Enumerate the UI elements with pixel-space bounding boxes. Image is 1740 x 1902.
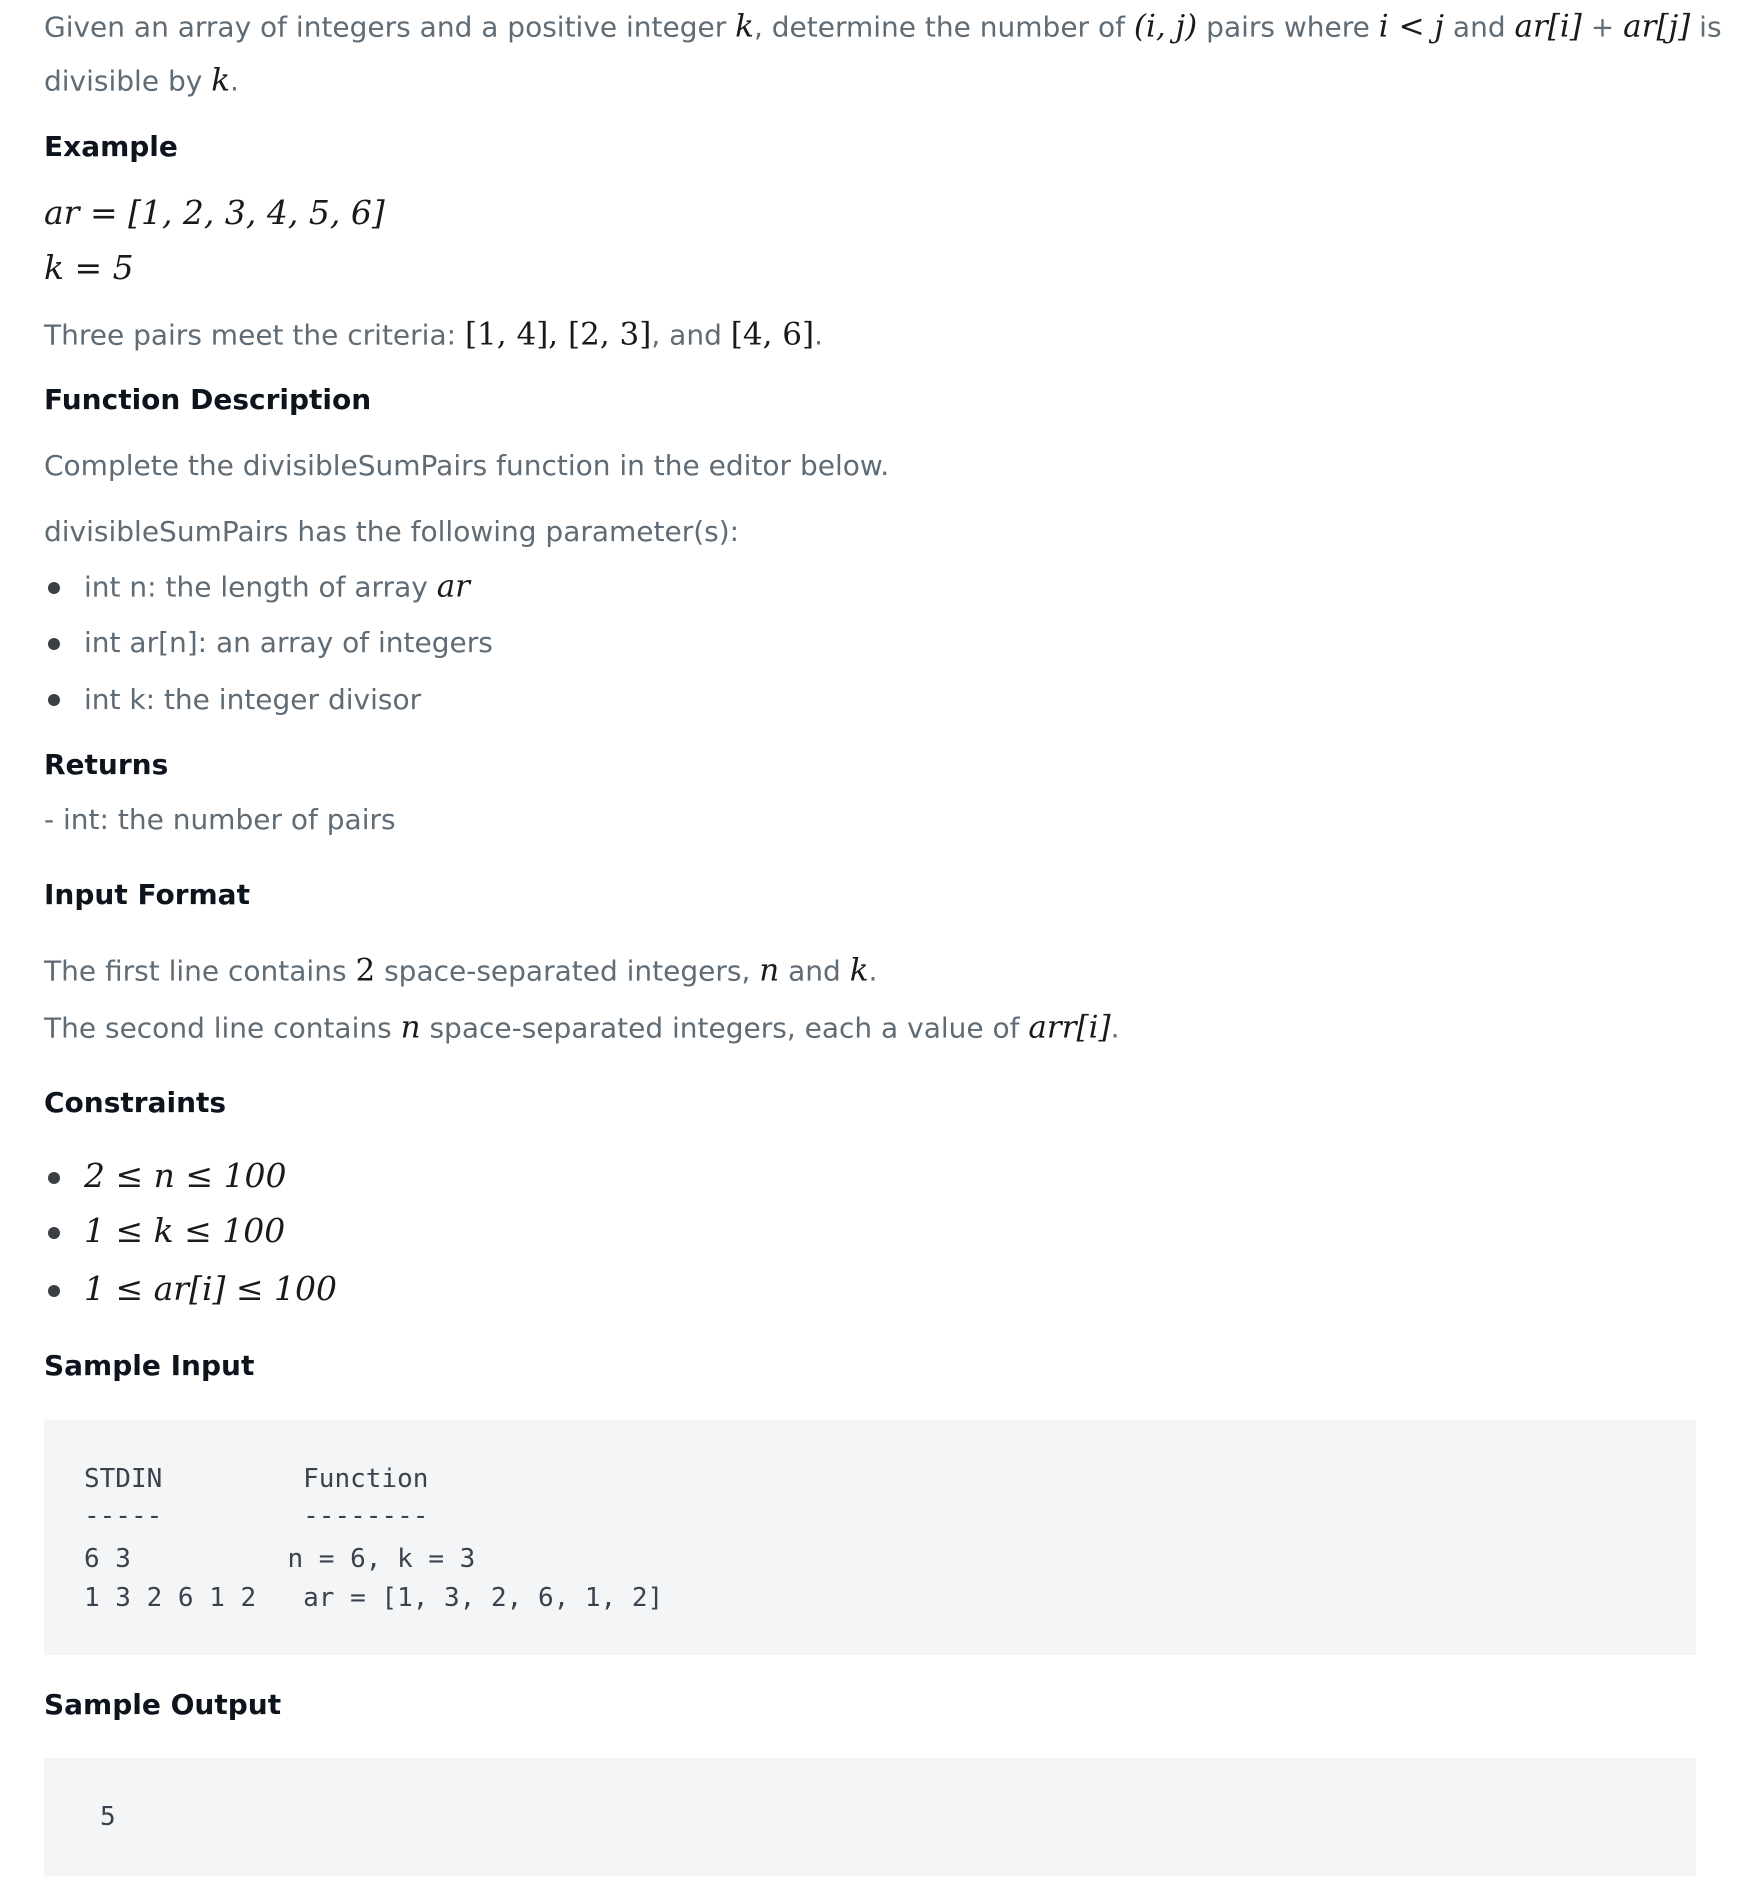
math: (i, j) bbox=[1133, 8, 1198, 45]
constraints-heading: Constraints bbox=[44, 1086, 227, 1119]
text: is bbox=[1690, 10, 1722, 44]
input-format-line-2 bbox=[44, 1008, 1120, 1049]
returns-heading: Returns bbox=[44, 748, 169, 781]
function-description-line: Complete the divisibleSumPairs function in the editor below. bbox=[44, 449, 890, 482]
text: . bbox=[868, 954, 878, 988]
input-format-heading: Input Format bbox=[44, 878, 250, 911]
text: pairs where bbox=[1197, 10, 1379, 44]
constraint-item: 2 ≤ n ≤ 100 bbox=[84, 1156, 287, 1195]
intro-line-2 bbox=[44, 61, 239, 102]
text: Three pairs meet the criteria: bbox=[44, 318, 465, 352]
math: n bbox=[759, 952, 780, 989]
text: + bbox=[1581, 10, 1624, 44]
code-line: 6 3 n = 6, k = 3 bbox=[84, 1544, 476, 1574]
input-format-line-1 bbox=[44, 951, 877, 992]
intro-line-1 bbox=[44, 7, 1722, 48]
code-line: 1 3 2 6 1 2 ar = [1, 3, 2, 6, 1, 2] bbox=[84, 1583, 664, 1613]
sample-output-code-block bbox=[44, 1758, 1696, 1876]
sample-input-heading: Sample Input bbox=[44, 1349, 255, 1382]
math: i < j bbox=[1378, 8, 1445, 45]
text: space-separated integers, bbox=[375, 954, 760, 988]
param-item: int ar[n]: an array of integers bbox=[84, 626, 493, 659]
example-heading: Example bbox=[44, 130, 178, 163]
math: arr[i] bbox=[1028, 1009, 1111, 1046]
bullet-icon bbox=[48, 694, 60, 706]
math: n bbox=[400, 1009, 421, 1046]
example-ar: ar = [1, 2, 3, 4, 5, 6] bbox=[44, 193, 385, 232]
example-pairs bbox=[44, 315, 823, 356]
text: and bbox=[779, 954, 850, 988]
text: The second line contains bbox=[44, 1011, 401, 1045]
math: [1, 4] bbox=[464, 316, 549, 353]
math: [2, 3] bbox=[568, 316, 652, 353]
text: , and bbox=[651, 318, 731, 352]
text: Given an array of integers and a positive integer bbox=[44, 10, 736, 44]
text: divisible by bbox=[44, 64, 212, 98]
param-item: int k: the integer divisor bbox=[84, 683, 422, 716]
text: . bbox=[230, 64, 239, 98]
math: , bbox=[548, 316, 569, 353]
code-line: ----- -------- bbox=[84, 1501, 429, 1531]
math: k bbox=[849, 952, 869, 989]
text: space-separated integers, each a value of bbox=[420, 1011, 1029, 1045]
example-k: k = 5 bbox=[44, 248, 134, 287]
math: [4, 6] bbox=[730, 316, 815, 353]
math: ar[i] bbox=[1514, 8, 1582, 45]
math: k bbox=[211, 62, 230, 99]
bullet-icon bbox=[48, 582, 60, 594]
text: int n: the length of array bbox=[84, 570, 437, 604]
text: . bbox=[1110, 1011, 1120, 1045]
math: 2 bbox=[355, 952, 376, 989]
math: k bbox=[735, 8, 754, 45]
code-line: STDIN Function bbox=[84, 1464, 429, 1494]
returns-text: - int: the number of pairs bbox=[44, 803, 396, 836]
text: , determine the number of bbox=[753, 10, 1134, 44]
bullet-icon bbox=[48, 638, 60, 650]
math: ar[j] bbox=[1623, 8, 1691, 45]
text: and bbox=[1444, 10, 1515, 44]
bullet-icon bbox=[48, 1172, 60, 1184]
bullet-icon bbox=[48, 1227, 60, 1239]
text: The first line contains bbox=[44, 954, 356, 988]
function-description-heading: Function Description bbox=[44, 383, 372, 416]
sample-output-heading: Sample Output bbox=[44, 1688, 282, 1721]
math: ar bbox=[436, 568, 471, 605]
parameters-intro: divisibleSumPairs has the following parameter(s): bbox=[44, 515, 740, 548]
code-line: 5 bbox=[100, 1802, 116, 1832]
constraint-item: 1 ≤ ar[i] ≤ 100 bbox=[84, 1269, 337, 1308]
param-item bbox=[84, 567, 470, 608]
sample-input-code-block bbox=[44, 1420, 1696, 1655]
constraint-item: 1 ≤ k ≤ 100 bbox=[84, 1211, 286, 1250]
text: . bbox=[814, 318, 823, 352]
bullet-icon bbox=[48, 1285, 60, 1297]
